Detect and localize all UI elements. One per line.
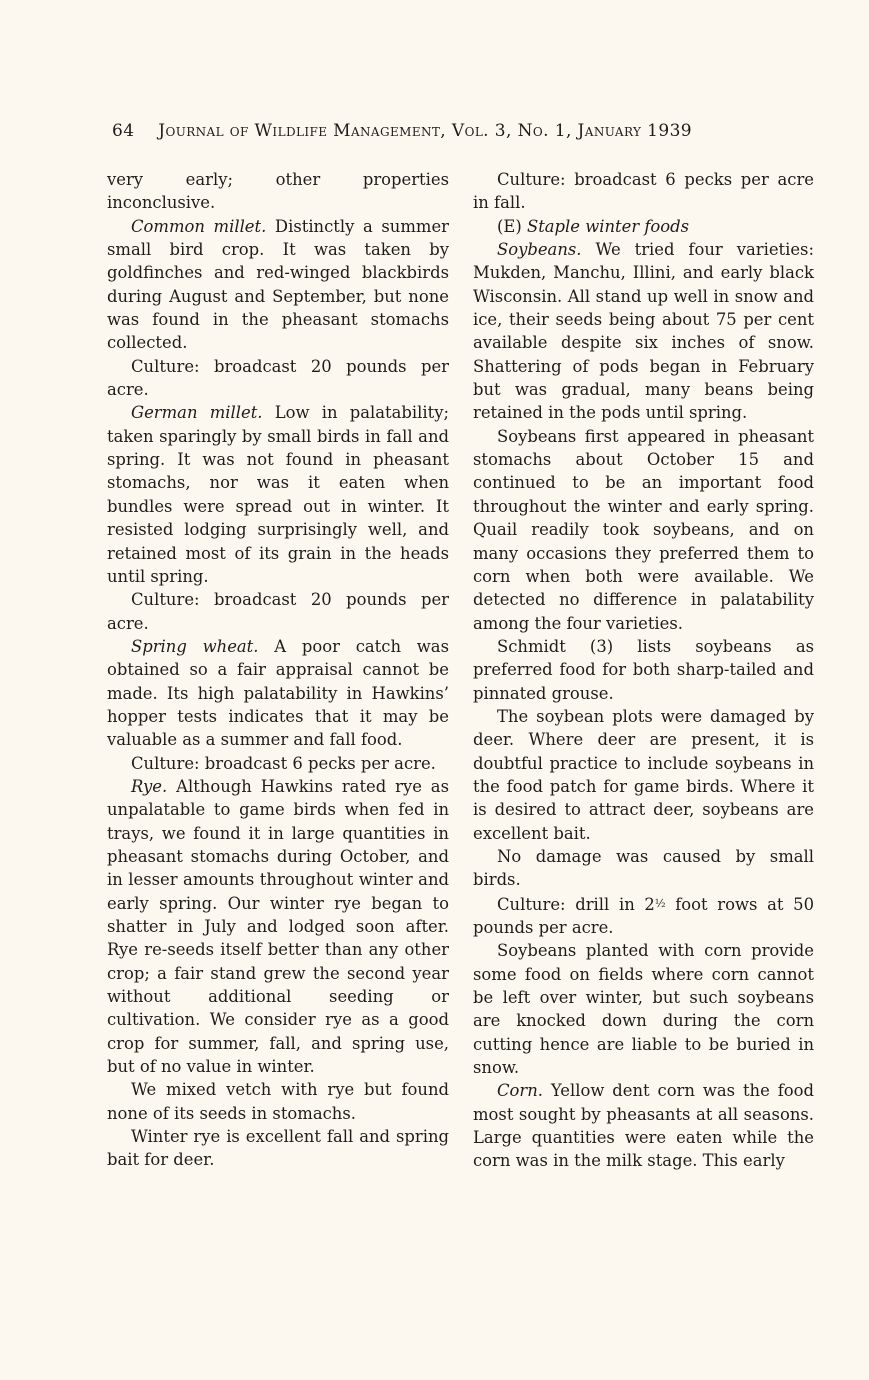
- paragraph: Culture: broadcast 6 pecks per acre in fall.: [473, 170, 814, 213]
- left-column: [107, 168, 449, 1172]
- page-number: 64: [112, 121, 135, 141]
- paragraph: Soybeans. We tried four varieties: Mukden, Manchu, Illini, and early black Wisconsin. All stand up well in snow and ice, their seeds being about 75 per cent available despite six inches of snow. Shattering of pods began in February but was gradual, many beans being retained in the pods until spring.: [473, 240, 814, 423]
- species-heading: German millet.: [131, 403, 263, 423]
- species-heading: Rye.: [131, 776, 168, 796]
- paragraph: Culture: drill in 2½ foot rows at 50 pounds per acre.: [473, 894, 814, 937]
- running-header: [112, 121, 772, 141]
- paragraph: Winter rye is excellent fall and spring bait for deer.: [107, 1127, 449, 1170]
- right-column: [473, 168, 814, 1173]
- species-heading: Spring wheat.: [131, 636, 259, 656]
- journal-title: Journal of Wildlife Management, Vol. 3, No. 1, January 1939: [158, 121, 693, 141]
- paragraph: German millet. Low in palatability; taken sparingly by small birds in fall and spring. It was not found in pheasant stomachs, nor was it eaten when bundles were spread out in winter. It resisted lodging surprisingly well, and retained most of its grain in the heads until spring.: [107, 403, 449, 586]
- paragraph: very early; other properties inconclusive.: [107, 170, 449, 213]
- paragraph: We mixed vetch with rye but found none of its seeds in stomachs.: [107, 1080, 449, 1123]
- paragraph: Rye. Although Hawkins rated rye as unpalatable to game birds when fed in trays, we found it in large quantities in pheasant stomachs during October, and in lesser amounts throughout winter and early spring. Our winter rye began to shatter in July and lodged soon after. Rye re-seeds itself better than any other crop; a fair stand grew the second year without additional seeding or cultivation. We consider rye as a good crop for summer, fall, and spring use, but of no value in winter.: [107, 776, 449, 1077]
- paragraph: Spring wheat. A poor catch was obtained so a fair appraisal cannot be made. Its high palatability in Hawkins’ hopper tests indicates that it may be valuable as a summer and fall food.: [107, 636, 449, 750]
- paragraph: The soybean plots were damaged by deer. Where deer are present, it is doubtful practice to include soybeans in the food patch for game birds. Where it is desired to attract deer, soybeans are excellent bait.: [473, 706, 814, 843]
- paragraph: No damage was caused by small birds.: [473, 846, 814, 890]
- paragraph: Soybeans planted with corn provide some food on fields where corn cannot be left over winter, but such soybeans are knocked down during the corn cutting hence are liable to be buried in snow.: [473, 941, 814, 1078]
- fraction: ½: [654, 896, 666, 910]
- paragraph: Corn. Yellow dent corn was the food most sought by pheasants at all seasons. Large quantities were eaten while the corn was in the milk stage. This early: [473, 1081, 814, 1171]
- paragraph: Culture: broadcast 20 pounds per acre.: [107, 590, 449, 633]
- paragraph: Soybeans first appeared in pheasant stomachs about October 15 and continued to be an important food throughout the winter and early spring. Quail readily took soybeans, and on many occasions they preferred them to corn when both were available. We detected no difference in palatability among the four varieties.: [473, 426, 814, 633]
- paragraph: Culture: broadcast 6 pecks per acre.: [131, 753, 436, 773]
- species-heading: Corn.: [497, 1081, 544, 1101]
- species-heading: Common millet.: [131, 216, 267, 236]
- paragraph: Culture: broadcast 20 pounds per acre.: [107, 356, 449, 400]
- section-heading: (E) Staple winter foods: [497, 216, 690, 236]
- species-heading: Soybeans.: [497, 240, 582, 260]
- paragraph: Common millet. Distinctly a summer small bird crop. It was taken by goldfinches and red-winged blackbirds during August and September, but none was found in the pheasant stomachs collected.: [107, 216, 449, 353]
- paragraph: Schmidt (3) lists soybeans as preferred food for both sharp-tailed and pinnated grouse.: [473, 636, 814, 703]
